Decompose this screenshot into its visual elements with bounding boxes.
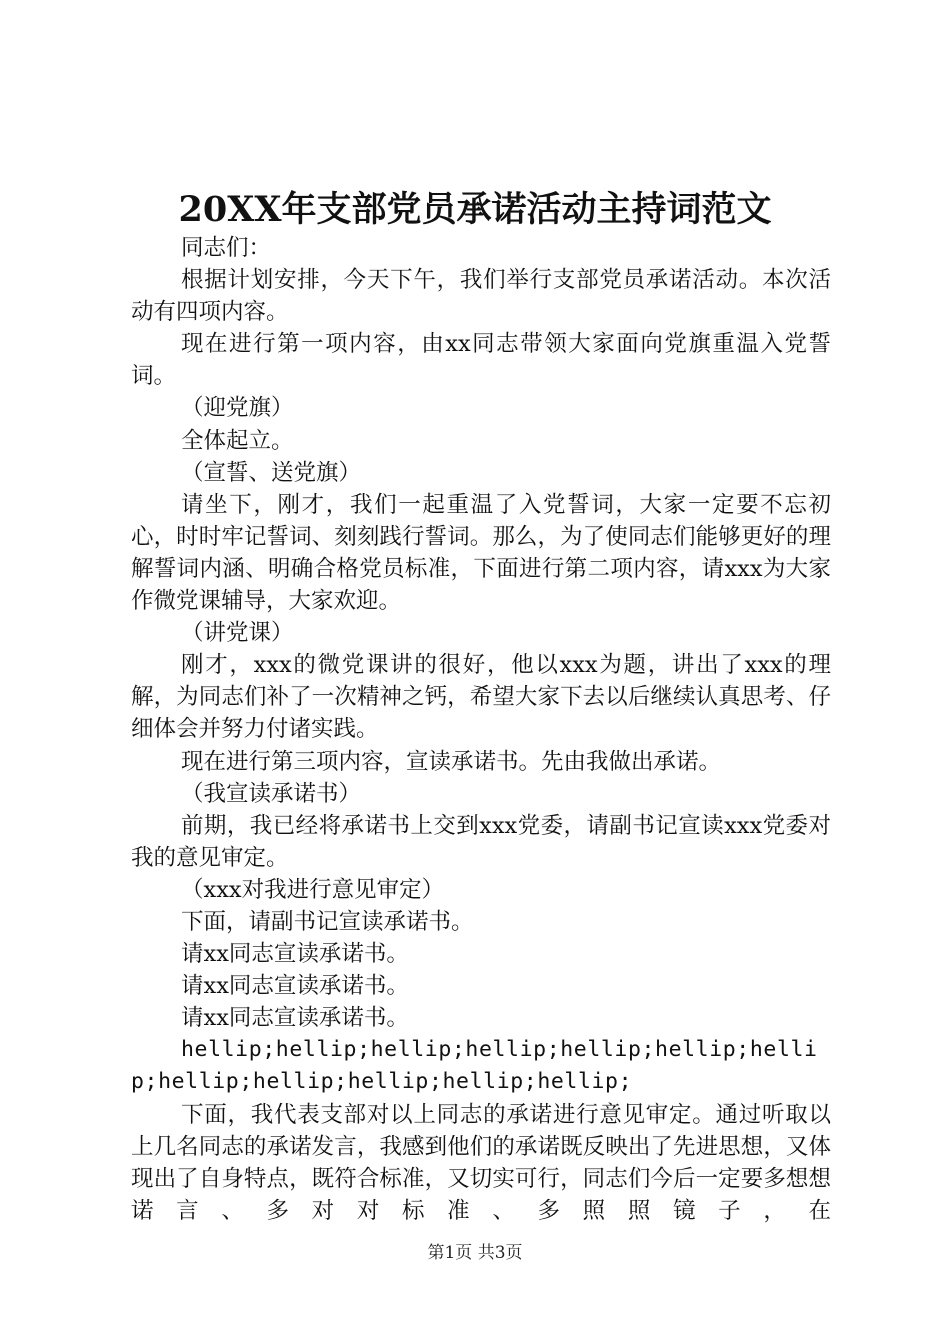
page-footer: 第1页 共3页 <box>427 1243 523 1263</box>
paragraph: 下面，我代表支部对以上同志的承诺进行意见审定。通过听取以上几名同志的承诺发言，我感到他们的承诺既反映出了先进思想，又体现出了自身特点，既符合标准，又切实可行，同志们今后一定要多想想诺言、多对对标准、多照照镜子，在 <box>131 1101 831 1224</box>
paragraph-stage-note: （我宣读承诺书） <box>181 780 362 807</box>
paragraph: 根据计划安排，今天下午，我们举行支部党员承诺活动。本次活动有四项内容。 <box>131 267 831 326</box>
paragraph: 刚才，xxx的微党课讲的很好，他以xxx为题，讲出了xxx的理解，为同志们补了一次精神之钙，希望大家下去以后继续认真思考、仔细体会并努力付诸实践。 <box>131 652 831 743</box>
paragraph-stage-note: （迎党旗） <box>181 395 294 422</box>
paragraph-stage-note: （xxx对我进行意见审定） <box>181 876 445 903</box>
paragraph-stage-note: （宣誓、送党旗） <box>181 459 362 486</box>
paragraph-salutation: 同志们： <box>181 235 272 261</box>
paragraph: 现在进行第一项内容，由xx同志带领大家面向党旗重温入党誓词。 <box>131 331 831 390</box>
paragraph: 前期，我已经将承诺书上交到xxx党委，请副书记宣读xxx党委对我的意见审定。 <box>131 812 831 871</box>
paragraph: 请xx同志宣读承诺书。 <box>181 1005 409 1032</box>
paragraph: 全体起立。 <box>181 427 294 454</box>
paragraph: 请xx同志宣读承诺书。 <box>181 941 409 968</box>
paragraph-ellipsis: hellip;hellip;hellip;hellip;hellip;hellip;hellip;hellip;hellip;hellip;hellip;hellip; <box>131 1037 818 1095</box>
paragraph: 现在进行第三项内容，宣读承诺书。先由我做出承诺。 <box>181 748 722 775</box>
paragraph: 请坐下，刚才，我们一起重温了入党誓词，大家一定要不忘初心，时时牢记誓词、刻刻践行誓词。那么，为了使同志们能够更好的理解誓词内涵、明确合格党员标准，下面进行第二项内容，请xxx为大家作微党课辅导，大家欢迎。 <box>131 491 831 615</box>
document-title: 20XX年支部党员承诺活动主持词范文 <box>178 189 772 230</box>
document-body <box>131 232 831 1227</box>
paragraph: 下面，请副书记宣读承诺书。 <box>181 908 474 935</box>
paragraph: 请xx同志宣读承诺书。 <box>181 973 409 1000</box>
paragraph-stage-note: （讲党课） <box>181 620 294 647</box>
